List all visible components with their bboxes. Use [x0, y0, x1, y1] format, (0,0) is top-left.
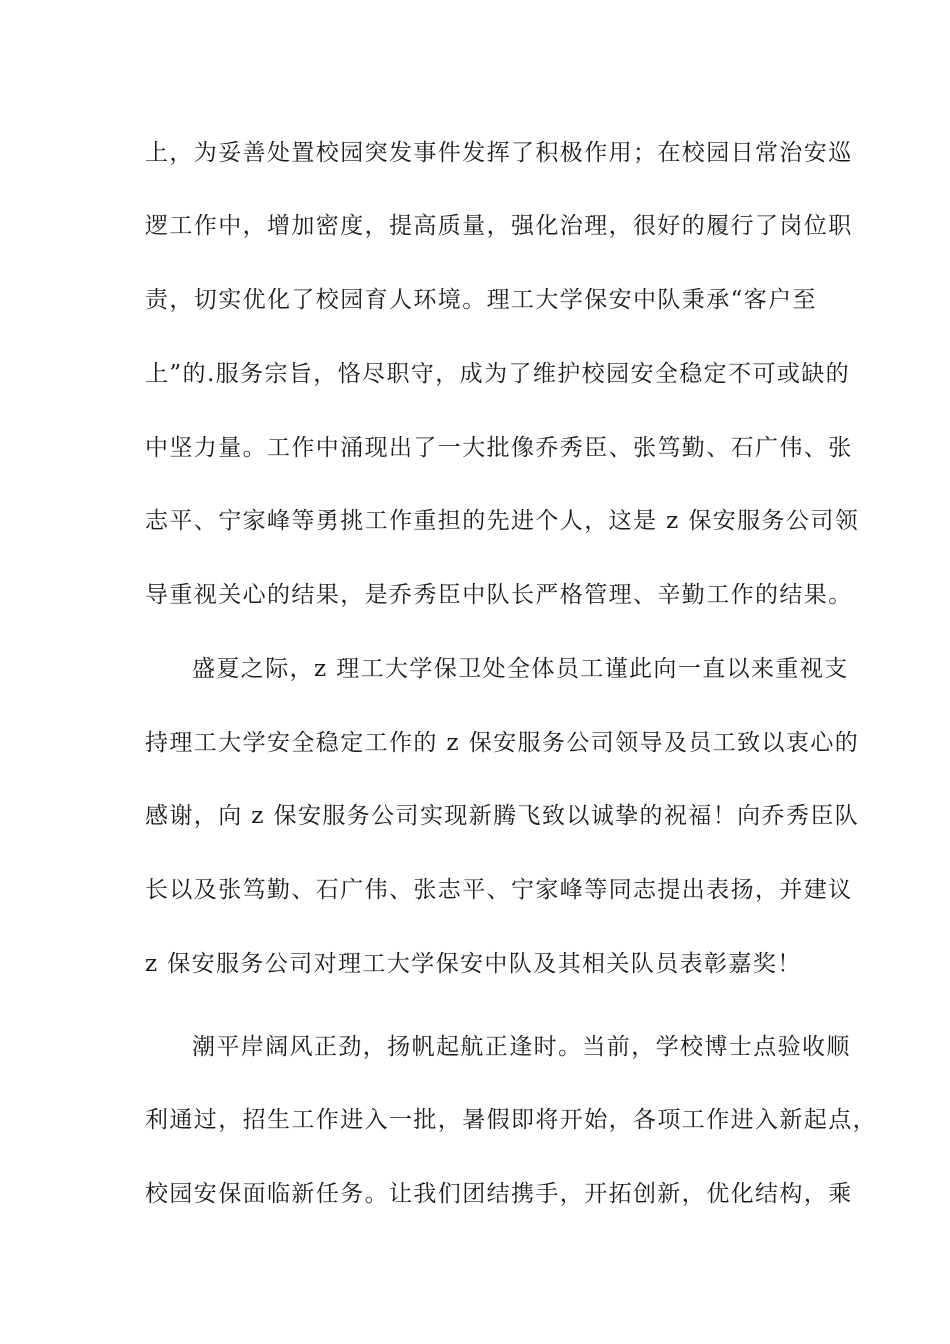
- paragraph-first-line: 潮平岸阔风正劲，扬帆起航正逢时。当前，学校博士点验收顺: [192, 1034, 851, 1060]
- text-line: 持理工大学安全稳定工作的 z 保安服务公司领导及员工致以衷心的: [145, 730, 860, 756]
- text-line: 责，切实优化了校园育人环境。理工大学保安中队秉承“客户至: [145, 287, 817, 313]
- text-line: 逻工作中，增加密度，提高质量，强化治理，很好的履行了岗位职: [145, 213, 853, 239]
- text-line: 志平、宁家峰等勇挑工作重担的先进个人，这是 z 保安服务公司领: [145, 508, 860, 534]
- text-line: z 保安服务公司对理工大学保安中队及其相关队员表彰嘉奖！: [145, 951, 802, 977]
- text-line: 长以及张笃勤、石广伟、张志平、宁家峰等同志提出表扬，并建议: [145, 877, 853, 903]
- text-line: 上”的.服务宗旨，恪尽职守，成为了维护校园安全稳定不可或缺的: [145, 361, 851, 387]
- text-line: 校园安保面临新任务。让我们团结携手，开拓创新，优化结构，乘: [145, 1181, 853, 1207]
- text-line: 感谢，向 z 保安服务公司实现新腾飞致以诚挚的祝福！向乔秀臣队: [145, 803, 860, 829]
- text-line: 导重视关心的结果，是乔秀臣中队长严格管理、辛勤工作的结果。: [145, 582, 853, 608]
- text-line: 中坚力量。工作中涌现出了一大批像乔秀臣、张笃勤、石广伟、张: [145, 435, 853, 461]
- text-line: 上，为妥善处置校园突发事件发挥了积极作用；在校园日常治安巡: [145, 140, 853, 166]
- paragraph-first-line: 盛夏之际，z 理工大学保卫处全体员工谨此向一直以来重视支: [192, 656, 849, 682]
- text-line: 利通过，招生工作进入一批，暑假即将开始，各项工作进入新起点，: [145, 1107, 877, 1133]
